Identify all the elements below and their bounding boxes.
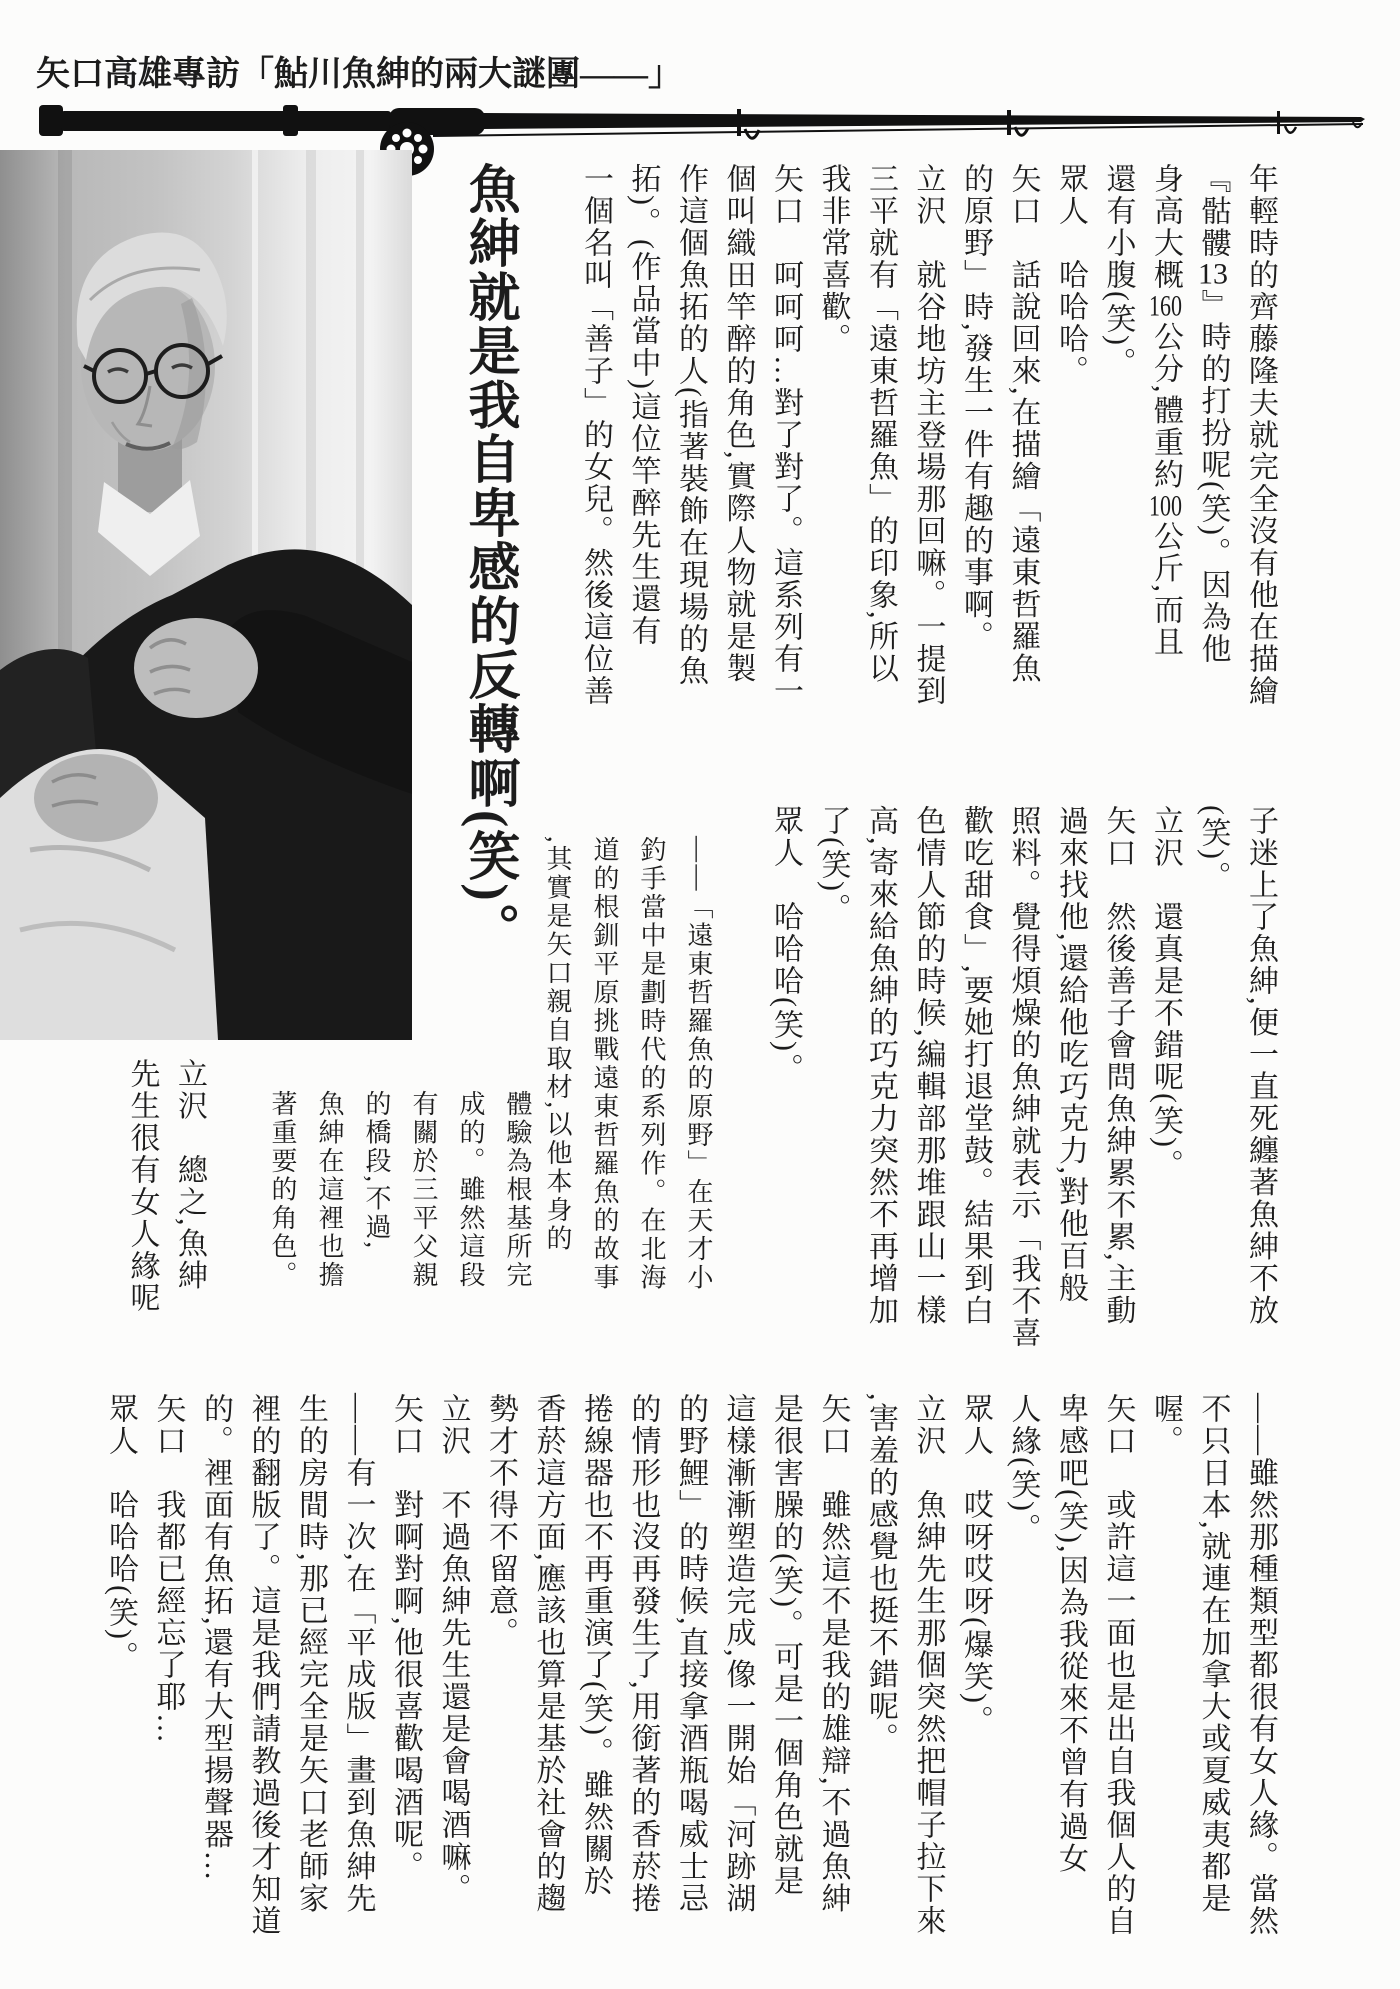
- text-column: 立沢 不過魚紳先生還是會喝酒嘛。: [436, 1393, 470, 1905]
- text-column: 歡吃甜食」,要她打退堂鼓。結果到白: [959, 805, 992, 1327]
- text-column: 的情形也沒再發生了,用銜著的香菸捲: [626, 1393, 660, 1915]
- note-column: 魚紳在這裡也擔: [315, 1090, 344, 1290]
- text-column: 的野鯉」的時候,直接拿酒瓶喝威士忌: [674, 1393, 707, 1915]
- text-column: 的。裡面有魚拓,還有大型揚聲器…: [199, 1393, 232, 1883]
- text-column: 捲線器也不再重演了(笑)。雖然關於: [579, 1393, 612, 1897]
- left-dialogue: [118, 1058, 213, 1314]
- text-column: 立沢 魚紳先生那個突然把帽子拉下來: [911, 1393, 945, 1937]
- text-column: 『骷髏13』時的打扮呢(笑)。因為他: [1196, 163, 1230, 665]
- text-column: ——雖然那種類型都很有女人緣。當然: [1244, 1393, 1277, 1937]
- text-column: 個叫織田竿醉的角色,實際人物就是製: [721, 163, 755, 685]
- text-column: 眾人 哈哈哈。: [1054, 163, 1087, 387]
- text-column: 立沢 還真是不錯呢(笑)。: [1149, 805, 1182, 1181]
- interview-band-1: [572, 163, 1285, 723]
- editor-note-b: [259, 1090, 541, 1305]
- text-column: 是很害臊的(笑)。可是一個角色就是: [769, 1393, 802, 1897]
- text-column: ——有一次,在「平成版」畫到魚紳先: [341, 1393, 375, 1915]
- note-column: 成的。雖然這段: [456, 1090, 485, 1290]
- text-column: 裡的翻版了。這是我們請教過後才知道: [246, 1393, 280, 1937]
- text-column: 卑感吧(笑),因為我從來不曾有過女: [1054, 1393, 1087, 1875]
- note-column: 著重要的角色。: [268, 1090, 297, 1290]
- text-column: 作這個魚拓的人(指著裝飾在現場的魚: [674, 163, 707, 687]
- text-column: 這樣漸漸塑造完成,像一開始「河跡湖: [721, 1393, 755, 1915]
- text-column: 生的房間時,那已經完全是矢口老師家: [294, 1393, 327, 1915]
- text-column: 香菸這方面,應該也算是基於社會的趨: [531, 1393, 565, 1915]
- text-column: 矢口 話說回來,在描繪「遠東哲羅魚: [1006, 163, 1040, 685]
- note-column: 體驗為根基所完: [503, 1090, 532, 1290]
- text-column: 先生很有女人緣呢: [125, 1058, 159, 1314]
- note-column: 道的根釧平原挑戰遠東哲羅魚的故事: [590, 836, 619, 1292]
- text-column: 人緣(笑)。: [1006, 1393, 1040, 1545]
- headline-text: 魚紳就是我自卑感的反轉啊(笑)。: [460, 162, 517, 957]
- text-column: 矢口 然後善子會問魚紳累不累,主動: [1101, 805, 1135, 1327]
- note-column: 有關於三平父親: [409, 1090, 438, 1290]
- note-column: 的橋段,不過,: [362, 1090, 391, 1251]
- text-column: 了(笑)。: [816, 805, 850, 925]
- text-column: 矢口 對啊對啊,他很喜歡喝酒呢。: [389, 1393, 422, 1883]
- portrait-photo: [0, 150, 412, 1040]
- text-column: 立沢 就谷地坊主登場那回嘛。一提到: [911, 163, 945, 707]
- page-title: 矢口高雄專訪「鮎川魚紳的兩大謎團——」: [36, 56, 682, 93]
- text-column: 喔。: [1149, 1393, 1182, 1457]
- text-column: 身高大概160公分,體重約100公斤,而且: [1149, 163, 1182, 658]
- text-column: 拓)。(作品當中)這位竿醉先生還有: [626, 163, 660, 647]
- text-column: 三平就有「遠東哲羅魚」的印象,所以: [864, 163, 897, 685]
- text-column: 眾人 哎呀哎呀(爆笑)。: [959, 1393, 992, 1737]
- text-column: 還有小腹(笑)。: [1101, 163, 1135, 379]
- interview-band-3: [97, 1393, 1285, 1955]
- text-column: (笑)。: [1196, 805, 1230, 893]
- text-column: 年輕時的齊藤隆夫就完全沒有他在描繪: [1244, 163, 1277, 707]
- text-column: 高,寄來給魚紳的巧克力突然不再增加: [864, 805, 897, 1327]
- headline: [452, 162, 524, 1012]
- note-column: ——「遠東哲羅魚的原野」在天才小: [684, 836, 713, 1292]
- text-column: 矢口 我都已經忘了耶…: [151, 1393, 185, 1745]
- text-column: 我非常喜歡。: [816, 163, 850, 355]
- text-column: 立沢 總之,魚紳: [173, 1058, 206, 1292]
- text-column: 照料。覺得煩燥的魚紳就表示「我不喜: [1006, 805, 1040, 1349]
- editor-note-a: [534, 836, 722, 1308]
- text-column: 矢口 呵呵呵…對了對了。這系列有一: [769, 163, 802, 707]
- text-column: 子迷上了魚紳,便一直死纏著魚紳不放: [1244, 805, 1277, 1327]
- text-column: 過來找他,還給他吃巧克力,對他百般: [1054, 805, 1087, 1304]
- text-column: 眾人 哈哈哈(笑)。: [769, 805, 802, 1085]
- note-column: 釣手當中是劃時代的系列作。在北海: [637, 836, 666, 1292]
- text-column: 勢才不得不留意。: [484, 1393, 517, 1649]
- text-column: 不只日本,就連在加拿大或夏威夷都是: [1196, 1393, 1230, 1915]
- text-column: 色情人節的時候,編輯部那堆跟山一樣: [911, 805, 945, 1327]
- text-column: ,害羞的感覺也挺不錯呢。: [864, 1393, 897, 1755]
- note-column: ,其實是矢口親自取材,以他本身的: [543, 836, 572, 1253]
- text-column: 矢口 雖然這不是我的雄辯,不過魚紳: [816, 1393, 850, 1915]
- interview-band-2: [762, 805, 1285, 1380]
- text-column: 眾人 哈哈哈(笑)。: [104, 1393, 137, 1673]
- text-column: 一個名叫「善子」的女兒。然後這位善: [579, 163, 612, 707]
- text-column: 矢口 或許這一面也是出自我個人的自: [1101, 1393, 1135, 1937]
- text-column: 的原野」時,發生一件有趣的事啊。: [959, 163, 992, 653]
